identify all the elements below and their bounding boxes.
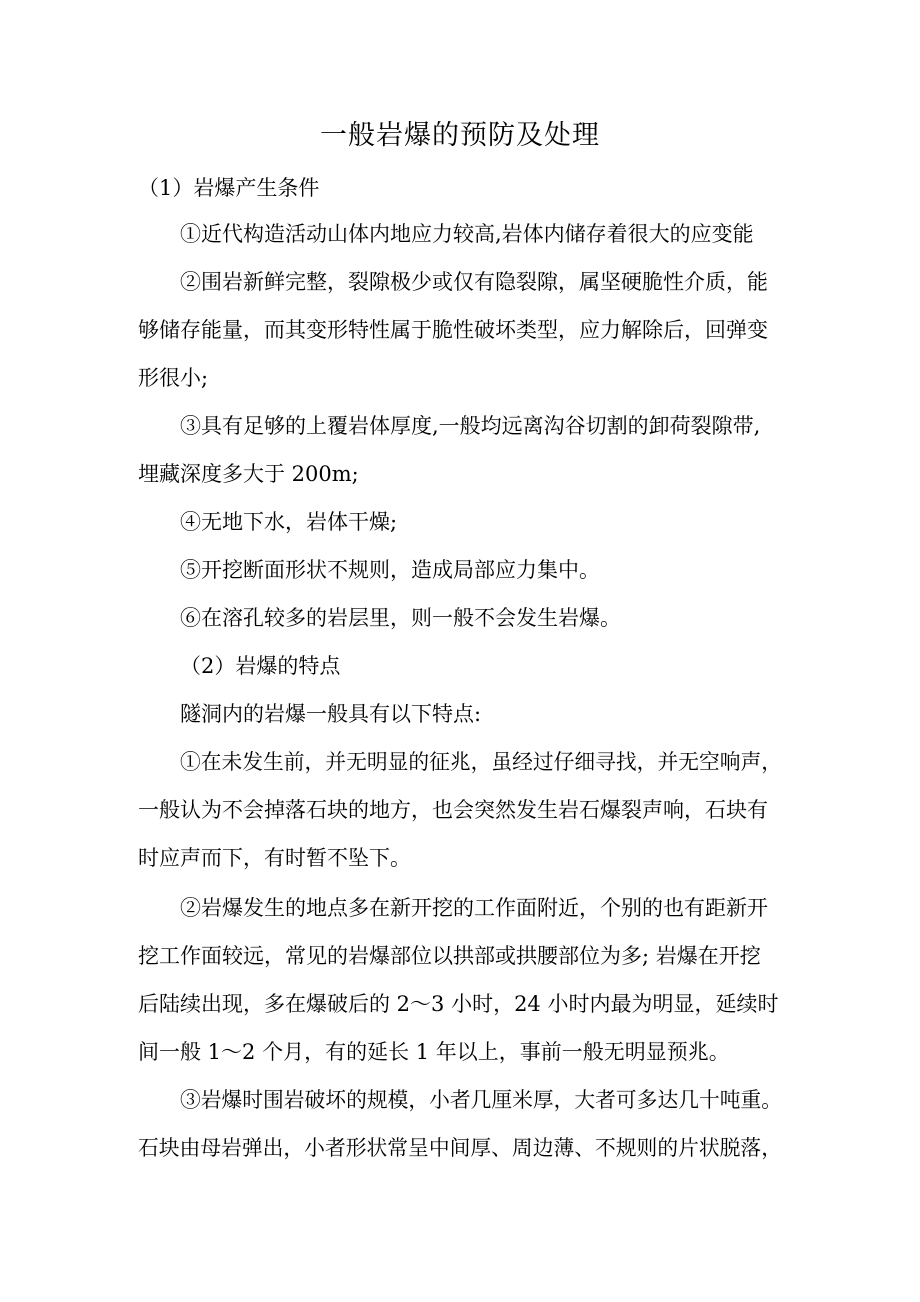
document-page: 一般岩爆的预防及处理 （1）岩爆产生条件 ①近代构造活动山体内地应力较高,岩体内储存着很大的应变能 ②围岩新鲜完整，裂隙极少或仅有隐裂隙，属坚硬脆性介质，能 够储存能量，而其变形特性属于脆性破坏类型，应力解除后，回弹变 形很小; ③具有足够的上覆岩体厚度,一般均远离沟谷切割的卸荷裂隙带, 埋藏深度多大于 200m; ④无地下水，岩体干燥; ⑤开挖断面形状不规则，造成局部应力集中。 ⑥在溶孔较多的岩层里，则一般不会发生岩爆。 （2）岩爆的特点 隧洞内的岩爆一般具有以下特点: ①在未发生前，并无明显的征兆，虽经过仔细寻找，并无空响声， 一般认为不会掉落石块的地方，也会突然发生岩石爆裂声响，石块有 时应声而下，有时暂不坠下。 ②岩爆发生的地点多在新开挖的工作面附近，个别的也有距新开 挖工作面较远，常见的岩爆部位以拱部或拱腰部位为多; 岩爆在开挖 后陆续出现，多在爆破后的 2～3 小时，24 小时内最为明显，延续时 间一般 1～2 个月，有的延长 1 年以上，事前一般无明显预兆。 ③岩爆时围岩破坏的规模，小者几厘米厚，大者可多达几十吨重。 石块由母岩弹出，小者形状常呈中间厚、周边薄、不规则的片状脱落， [0, 0, 920, 1302]
document-title: 一般岩爆的预防及处理 [320, 120, 600, 151]
